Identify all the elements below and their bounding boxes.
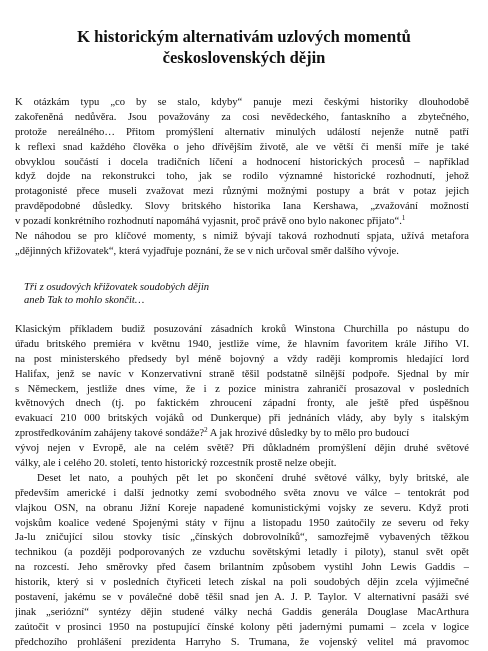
text-line: na post ministerského předsedy byl méně bojovný a vždy raději kompromis hledající lord [15, 353, 469, 365]
text-line: postavení, jakému se v poválečné době těšil snad jen A. J. P. Taylor. V alternativní pasáži své [15, 592, 469, 604]
text-line: vlajkou OSN, na obranu Jižní Koreje napadené komunistickými vojsky ze severu. Když proti [15, 502, 469, 514]
text-line: technikou (a později podporovaných ze vzduchu sovětskými letadly i piloty), stanul svět opět [15, 547, 469, 559]
text-line: zakořeněná nedůvěra. Jsou považovány za cosi nevědeckého, fantaskního a zbytečného, [15, 111, 469, 123]
text-line: Ja-lu zničující silou stovky tisíc „čínských dobrovolníků“, samozřejmě vybavených těžkou [15, 532, 469, 544]
text-line: úřadu britského premiéra v květnu 1940, jestliže víme, že hlavním favoritem krále Jiřího VI. [15, 338, 469, 350]
text-line: na rozcestí. Jeho směrovky před časem brilantním způsobem vystihl John Lewis Gaddis – [15, 562, 469, 574]
text-line: vojskům koalice vedené Spojenými státy v říjnu a listopadu 1950 zaútočily ze severu od řeky [15, 517, 469, 529]
text-line: především americké i další jednotky zemí svobodného světa znovu ve válce – tentokrát pod [15, 487, 469, 499]
subtitle-line: aneb Tak to mohlo skončit… [24, 295, 145, 306]
title-line: československých dějin [162, 48, 326, 67]
text-line: pravděpodobné důsledky. Slovy britského historika Iana Kershawa, „zvažování možností [15, 201, 469, 213]
text-line: války, ale i celého 20. století, tento historický rozcestník prostě nelze obejít. [15, 458, 337, 470]
text-line: protože nereálného… Přitom promýšlení alternativ minulých událostí nejenže nutně patří [15, 126, 469, 138]
footnote-reference[interactable]: 2 [204, 427, 208, 435]
text-line: předchozího prohlášení prezidenta Harryho S. Trumana, že vojenský velitel má pravomoc [15, 636, 469, 648]
text-line: obvyklou součástí i docela tradičních líčení a hodnocení historických procesů – například [15, 156, 469, 168]
text-line: protagonisté přece museli zvažovat mezi různými možnými postupy a brát v potaz jejich [15, 186, 469, 198]
text-segment: zprostředkováním zahájeny takové sondáže? [15, 428, 205, 440]
text-line: zaútočit v prosinci 1950 na postupující čínské kolony pěti jadernými pumami – zcela v logice [15, 621, 469, 633]
intro-paragraph [15, 96, 469, 260]
text-line: Halifax, jenž se navíc v Konzervativní straně těšil podstatně silnější podpoře. Sjednal by mír [15, 368, 469, 380]
section-subtitle [24, 281, 464, 307]
title-line: K historickým alternativám uzlových momentů [77, 27, 411, 46]
text-line: historik, který si v posledních čtyřiceti letech získal na poli soudobých dějin zcela výjimečné [15, 577, 469, 589]
text-line: s Německem, jestliže dnes víme, že i z pozice ministra zahraničí prosazoval v posledních [15, 383, 469, 395]
subtitle-line: Tři z osudových křižovatek soudobých dějin [24, 282, 210, 293]
footnote-reference[interactable]: 1 [401, 215, 406, 223]
text-line: Ne náhodou se pro klíčové momenty, s nimiž bývají taková rozhodnutí spjata, užívá metafora [15, 231, 469, 243]
text-line: když dojde na rekonstrukci toho, jak se rodilo významné historické rozhodnutí, jehož [15, 171, 469, 183]
text-line: evakuací 210 000 britských vojáků od Dunkerque) při jednáních vlády, aby byly s italským [15, 413, 469, 425]
article-title [20, 26, 468, 68]
body-paragraph [15, 323, 469, 651]
text-line: k reflexi snad každého člověka o jeho dřívějším životě, ale ve větší či menší míře je také [15, 141, 469, 153]
text-line: Klasickým příkladem budiž posuzování zásadních kroků Winstona Churchilla po nástupu do [15, 324, 469, 335]
text-line: vývoj nejen v Evropě, ale na celém světě? Při důkladném promýšlení dějin druhé světové [15, 443, 469, 455]
text-segment: v pozadí konkrétního rozhodnutí napomáhá vyjasnit, proč právě ono bylo nakonec přijato“. [15, 216, 402, 228]
text-line [15, 427, 469, 442]
text-line: květnových dnech (tj. po faktickém zhroucení západní fronty, ale ještě před úspěšnou [15, 398, 469, 410]
text-line [15, 215, 469, 230]
text-segment: A jak hrozivé důsledky by to mělo pro budoucí [207, 428, 410, 440]
text-line: Deset let nato, a pouhých pět let po skončení druhé světové války, byly britské, ale [37, 472, 469, 484]
text-line: K otázkám typu „co by se stalo, kdyby“ panuje mezi českými historiky dlouhodobě [15, 97, 469, 108]
text-line: jinak „seriózní“ syntézy dějin studené války nechá Gaddis generála Douglase MacArthura [15, 606, 469, 618]
text-line: „dějinných křižovatek“, která vyjadřuje poznání, že se v nich určoval směr dalšího vývoje. [15, 245, 399, 257]
